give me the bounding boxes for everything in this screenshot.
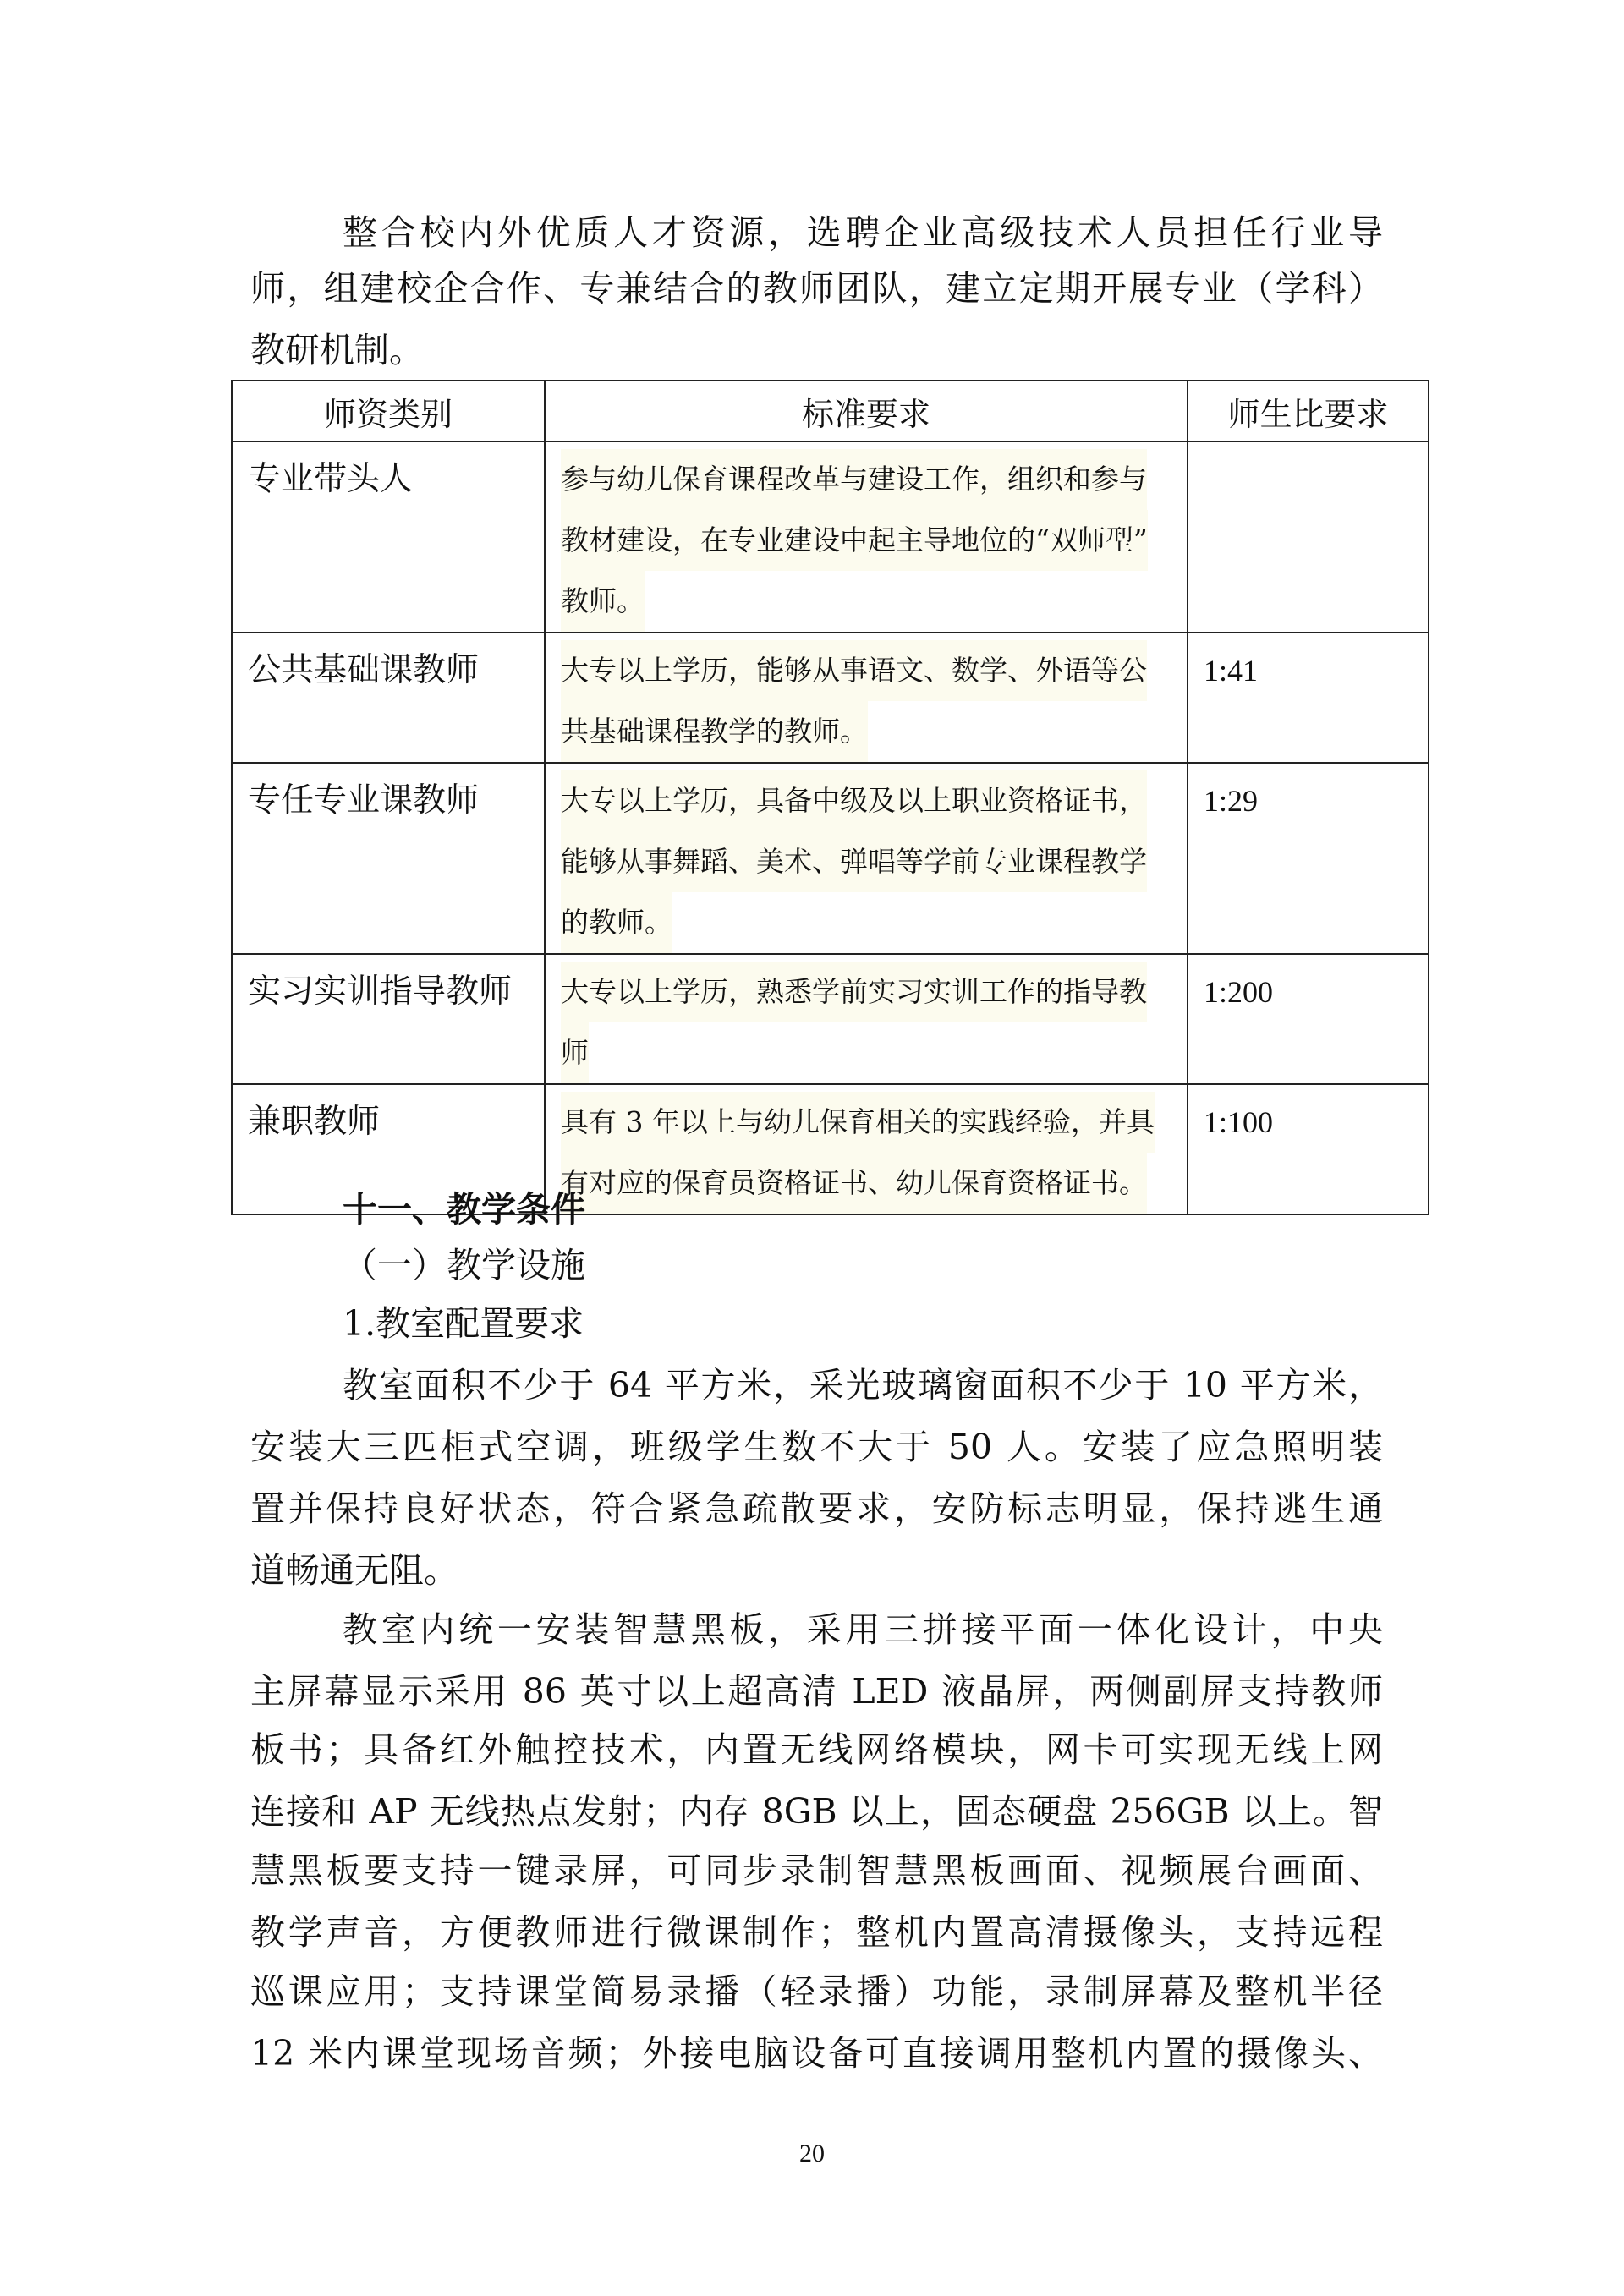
text-line: 教学声音，方便教师进行微课制作；整机内置高清摄像头，支持远程 (250, 1912, 1383, 1953)
ratio-cell: 1:200 (1188, 954, 1429, 1084)
requirement-cell (545, 633, 1188, 763)
text-line: 教室内统一安装智慧黑板，采用三拼接平面一体化设计，中央 (343, 1609, 1383, 1650)
requirement-line: 有对应的保育员资格证书、幼儿保育资格证书。 (561, 1153, 1147, 1214)
text-line: 安装大三匹柜式空调，班级学生数不大于 50 人。安装了应急照明装 (250, 1427, 1383, 1467)
text-line: 师，组建校企合作、专兼结合的教师团队，建立定期开展专业（学科） (250, 268, 1383, 309)
category-cell: 兼职教师 (232, 1084, 545, 1214)
requirement-line: 共基础课程教学的教师。 (561, 701, 868, 762)
text-line: 主屏幕显示采用 86 英寸以上超高清 LED 液晶屏，两侧副屏支持教师 (250, 1671, 1383, 1712)
table-row (232, 763, 1429, 954)
text-line: 连接和 AP 无线热点发射；内存 8GB 以上，固态硬盘 256GB 以上。智 (250, 1791, 1383, 1832)
category-cell: 实习实训指导教师 (232, 954, 545, 1084)
page-number: 20 (799, 2140, 825, 2167)
ratio-cell (1188, 441, 1429, 633)
table-header-row (232, 381, 1429, 441)
requirement-cell (545, 441, 1188, 633)
requirement-line: 师 (561, 1022, 589, 1083)
text-line: 教室面积不少于 64 平方米，采光玻璃窗面积不少于 10 平方米， (343, 1365, 1383, 1406)
subsection-heading: （一）教学设施 (343, 1245, 585, 1285)
section-heading: 十一、教学条件 (343, 1189, 585, 1230)
requirement-line: 参与幼儿保育课程改革与建设工作，组织和参与 (561, 449, 1147, 510)
table-row (232, 441, 1429, 633)
text-line: 整合校内外优质人才资源，选聘企业高级技术人员担任行业导 (343, 212, 1383, 253)
header-ratio: 师生比要求 (1188, 381, 1429, 441)
requirement-line: 大专以上学历，熟悉学前实习实训工作的指导教 (561, 962, 1147, 1022)
requirement-line: 大专以上学历，能够从事语文、数学、外语等公 (561, 640, 1147, 701)
header-requirement: 标准要求 (545, 381, 1188, 441)
text-line: 12 米内课堂现场音频；外接电脑设备可直接调用整机内置的摄像头、 (250, 2033, 1383, 2074)
category-cell: 公共基础课教师 (232, 633, 545, 763)
table-row (232, 954, 1429, 1084)
requirement-line: 能够从事舞蹈、美术、弹唱等学前专业课程教学 (561, 831, 1147, 892)
category-cell: 专业带头人 (232, 441, 545, 633)
text-line: 巡课应用；支持课堂简易录播（轻录播）功能，录制屏幕及整机半径 (250, 1971, 1383, 2012)
ratio-cell: 1:100 (1188, 1084, 1429, 1214)
text-line: 慧黑板要支持一键录屏，可同步录制智慧黑板画面、视频展台画面、 (250, 1850, 1383, 1891)
requirement-line: 的教师。 (561, 892, 672, 953)
header-category: 师资类别 (232, 381, 545, 441)
text-line: 板书；具备红外触控技术，内置无线网络模块，网卡可实现无线上网 (250, 1729, 1383, 1770)
table-row (232, 633, 1429, 763)
category-cell: 专任专业课教师 (232, 763, 545, 954)
requirement-cell (545, 763, 1188, 954)
text-line: 教研机制。 (250, 330, 424, 370)
ratio-cell: 1:41 (1188, 633, 1429, 763)
requirement-line: 具有 3 年以上与幼儿保育相关的实践经验，并具 (561, 1092, 1155, 1153)
text-line: 道畅通无阻。 (250, 1550, 458, 1591)
requirement-line: 教材建设，在专业建设中起主导地位的“双师型” (561, 510, 1148, 571)
item-heading: 1.教室配置要求 (343, 1303, 584, 1344)
requirement-cell (545, 954, 1188, 1084)
teacher-requirements-table (231, 380, 1429, 1215)
requirement-line: 教师。 (561, 571, 645, 632)
requirement-line: 大专以上学历，具备中级及以上职业资格证书， (561, 770, 1147, 831)
text-line: 置并保持良好状态，符合紧急疏散要求，安防标志明显，保持逃生通 (250, 1488, 1383, 1529)
ratio-cell: 1:29 (1188, 763, 1429, 954)
